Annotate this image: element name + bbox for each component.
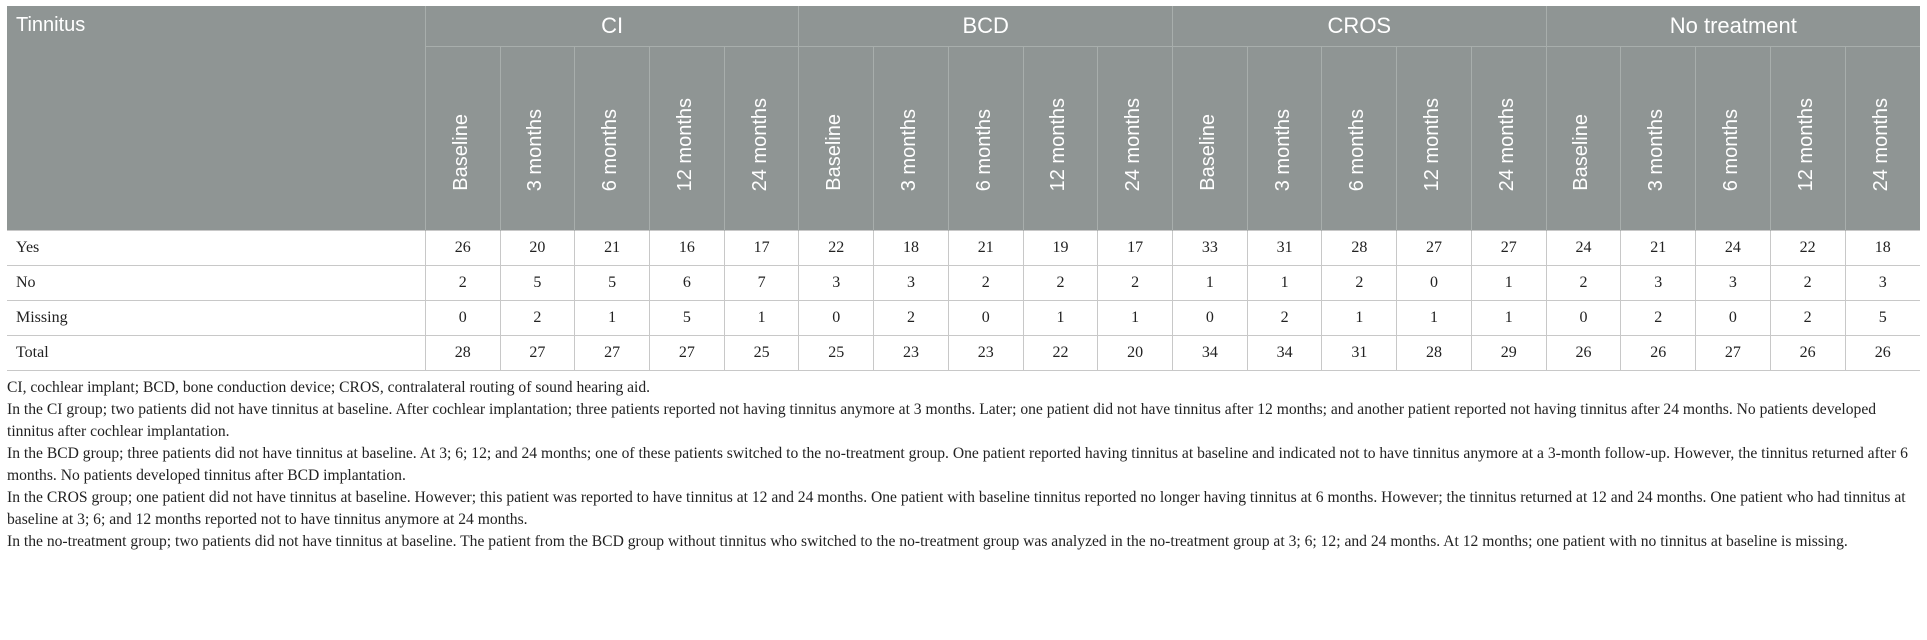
table-cell: 28 <box>1322 231 1397 266</box>
footnote: In the CI group; two patients did not have tinnitus at baseline. After cochlear implantation; three patients reported not having tinnitus anymore at 3 months. Later; one patient did not have tinnitus after 12 months; and another patient reported not having tinnitus after 24 months. No patients developed tinnitus after cochlear implantation. <box>7 401 1877 440</box>
table-cell: 27 <box>1397 231 1472 266</box>
timepoint-header <box>1247 47 1322 231</box>
table-cell: 0 <box>948 301 1023 336</box>
table-cell: 2 <box>1546 266 1621 301</box>
table-cell: 0 <box>1546 301 1621 336</box>
table-cell: 27 <box>500 336 575 371</box>
table-cell: 7 <box>724 266 799 301</box>
table-cell: 3 <box>1621 266 1696 301</box>
timepoint-label: 24 months <box>1869 97 1892 191</box>
timepoint-label: 3 months <box>898 108 921 191</box>
table-cell: 25 <box>724 336 799 371</box>
table-cell: 20 <box>1098 336 1173 371</box>
table-cell: 26 <box>425 231 500 266</box>
table-cell: 19 <box>1023 231 1098 266</box>
row-label: Total <box>7 336 425 371</box>
timepoint-label: 6 months <box>972 108 995 191</box>
table-cell: 26 <box>1770 336 1845 371</box>
group-header: CI <box>425 6 799 47</box>
timepoint-label: 12 months <box>673 97 696 191</box>
footnote: In the BCD group; three patients did not have tinnitus at baseline. At 3; 6; 12; and 24 months; one of these patients switched to the no-treatment group. One patient reported having tinnitus at baseline and indicated not to have tinnitus anymore at a 3-month follow-up. However, the tinnitus returned after 6 months. No patients developed tinnitus after BCD implantation. <box>7 445 1908 484</box>
table-cell: 2 <box>425 266 500 301</box>
table-cell: 6 <box>650 266 725 301</box>
table-cell: 22 <box>1770 231 1845 266</box>
table-row <box>7 231 1920 266</box>
timepoint-header <box>575 47 650 231</box>
timepoint-label: 3 months <box>524 108 547 191</box>
table-cell: 28 <box>1397 336 1472 371</box>
table-row <box>7 301 1920 336</box>
timepoint-header <box>1845 47 1920 231</box>
table-cell: 17 <box>724 231 799 266</box>
group-header: BCD <box>799 6 1173 47</box>
table-cell: 1 <box>1471 301 1546 336</box>
timepoint-header <box>874 47 949 231</box>
timepoint-header <box>1173 47 1248 231</box>
group-header: CROS <box>1173 6 1547 47</box>
timepoint-label: Baseline <box>823 114 846 191</box>
table-cell: 3 <box>1696 266 1771 301</box>
table-cell: 31 <box>1247 231 1322 266</box>
row-label: Yes <box>7 231 425 266</box>
table-cell: 0 <box>1397 266 1472 301</box>
table-cell: 34 <box>1173 336 1248 371</box>
table-cell: 1 <box>724 301 799 336</box>
table-body <box>7 231 1920 371</box>
timepoint-header <box>1621 47 1696 231</box>
table-row <box>7 266 1920 301</box>
table-cell: 21 <box>575 231 650 266</box>
table-cell: 0 <box>799 301 874 336</box>
table-cell: 18 <box>1845 231 1920 266</box>
table-cell: 34 <box>1247 336 1322 371</box>
table-cell: 27 <box>650 336 725 371</box>
table-cell: 5 <box>500 266 575 301</box>
table-cell: 29 <box>1471 336 1546 371</box>
timepoint-label: Baseline <box>449 114 472 191</box>
table-cell: 28 <box>425 336 500 371</box>
corner-header: Tinnitus <box>7 6 425 231</box>
table-cell: 1 <box>1098 301 1173 336</box>
table-cell: 22 <box>799 231 874 266</box>
table-cell: 5 <box>575 266 650 301</box>
timepoint-label: 12 months <box>1421 97 1444 191</box>
timepoint-label: Baseline <box>1570 114 1593 191</box>
table-cell: 24 <box>1546 231 1621 266</box>
table-cell: 0 <box>1173 301 1248 336</box>
timepoint-header <box>799 47 874 231</box>
timepoint-label: 12 months <box>1794 97 1817 191</box>
timepoint-label: 3 months <box>1645 108 1668 191</box>
timepoint-label: 24 months <box>1122 97 1145 191</box>
timepoint-label: Baseline <box>1196 114 1219 191</box>
footnote: In the no-treatment group; two patients did not have tinnitus at baseline. The patient from the BCD group without tinnitus who switched to the no-treatment group was analyzed in the no-treatment group at 3; 6; 12; and 24 months. At 12 months; one patient with no tinnitus at baseline is missing. <box>7 533 1848 550</box>
timepoint-header <box>500 47 575 231</box>
timepoint-header <box>1397 47 1472 231</box>
timepoint-header <box>1098 47 1173 231</box>
table-cell: 2 <box>1770 301 1845 336</box>
table-cell: 16 <box>650 231 725 266</box>
timepoint-header <box>1471 47 1546 231</box>
table-cell: 3 <box>874 266 949 301</box>
table-cell: 33 <box>1173 231 1248 266</box>
table-footnotes <box>7 377 1920 553</box>
table-cell: 27 <box>575 336 650 371</box>
table-row <box>7 336 1920 371</box>
timepoint-header <box>948 47 1023 231</box>
timepoint-header <box>425 47 500 231</box>
table-cell: 21 <box>1621 231 1696 266</box>
table-cell: 26 <box>1546 336 1621 371</box>
timepoint-header <box>724 47 799 231</box>
table-cell: 1 <box>1322 301 1397 336</box>
timepoint-header <box>1770 47 1845 231</box>
table-cell: 0 <box>1696 301 1771 336</box>
table-cell: 2 <box>1770 266 1845 301</box>
timepoint-label: 12 months <box>1047 97 1070 191</box>
tinnitus-table-figure <box>7 6 1920 553</box>
table-cell: 26 <box>1845 336 1920 371</box>
table-cell: 1 <box>1173 266 1248 301</box>
tinnitus-table <box>7 6 1920 371</box>
table-cell: 2 <box>1098 266 1173 301</box>
table-cell: 2 <box>948 266 1023 301</box>
table-cell: 2 <box>1621 301 1696 336</box>
table-cell: 27 <box>1696 336 1771 371</box>
table-cell: 5 <box>1845 301 1920 336</box>
table-header <box>7 6 1920 231</box>
footnote: In the CROS group; one patient did not have tinnitus at baseline. However; this patient was reported to have tinnitus at 12 and 24 months. One patient with baseline tinnitus reported no longer having tinnitus at 6 months. However; the tinnitus returned at 12 and 24 months. One patient who had tinnitus at baseline at 3; 6; and 12 months reported not to have tinnitus anymore at 24 months. <box>7 489 1906 528</box>
row-label: No <box>7 266 425 301</box>
table-cell: 5 <box>650 301 725 336</box>
table-cell: 23 <box>874 336 949 371</box>
table-cell: 17 <box>1098 231 1173 266</box>
timepoint-label: 3 months <box>1271 108 1294 191</box>
footnote: CI, cochlear implant; BCD, bone conduction device; CROS, contralateral routing of sound hearing aid. <box>7 379 651 396</box>
table-cell: 2 <box>1023 266 1098 301</box>
table-cell: 1 <box>1247 266 1322 301</box>
table-cell: 25 <box>799 336 874 371</box>
table-cell: 26 <box>1621 336 1696 371</box>
timepoint-header <box>1322 47 1397 231</box>
table-cell: 22 <box>1023 336 1098 371</box>
timepoint-label: 6 months <box>1346 108 1369 191</box>
table-cell: 24 <box>1696 231 1771 266</box>
table-cell: 2 <box>1247 301 1322 336</box>
table-cell: 1 <box>575 301 650 336</box>
timepoint-header <box>1696 47 1771 231</box>
row-label: Missing <box>7 301 425 336</box>
table-cell: 21 <box>948 231 1023 266</box>
timepoint-header <box>1546 47 1621 231</box>
table-cell: 27 <box>1471 231 1546 266</box>
timepoint-header <box>650 47 725 231</box>
table-cell: 18 <box>874 231 949 266</box>
timepoint-header <box>1023 47 1098 231</box>
table-cell: 2 <box>1322 266 1397 301</box>
timepoint-label: 24 months <box>1495 97 1518 191</box>
group-header: No treatment <box>1546 6 1920 47</box>
table-cell: 20 <box>500 231 575 266</box>
table-cell: 23 <box>948 336 1023 371</box>
table-cell: 2 <box>500 301 575 336</box>
table-cell: 3 <box>1845 266 1920 301</box>
table-cell: 0 <box>425 301 500 336</box>
timepoint-label: 24 months <box>748 97 771 191</box>
table-cell: 1 <box>1471 266 1546 301</box>
timepoint-label: 6 months <box>1719 108 1742 191</box>
table-cell: 1 <box>1397 301 1472 336</box>
table-cell: 1 <box>1023 301 1098 336</box>
table-cell: 2 <box>874 301 949 336</box>
table-cell: 31 <box>1322 336 1397 371</box>
timepoint-label: 6 months <box>599 108 622 191</box>
table-cell: 3 <box>799 266 874 301</box>
